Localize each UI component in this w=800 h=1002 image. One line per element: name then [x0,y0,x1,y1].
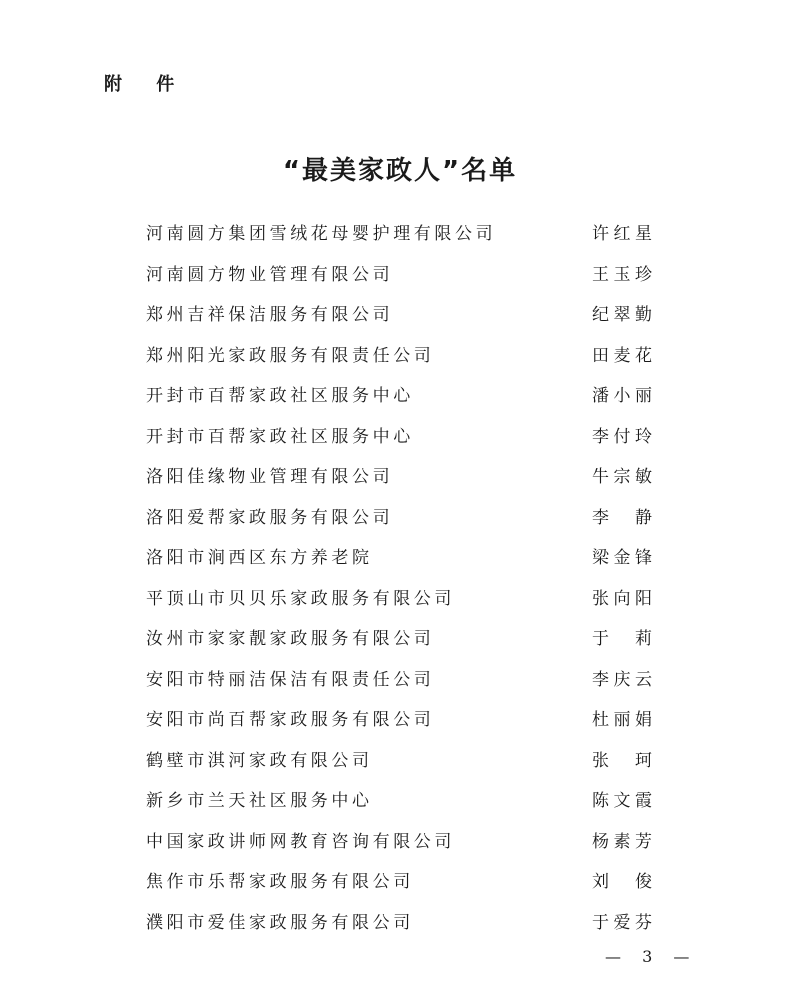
company-name: 鹤壁市淇河家政有限公司 [146,750,373,771]
list-item [146,300,666,341]
list-item [146,503,666,544]
person-name: 杨素芳 [592,831,654,852]
list-item [146,219,666,260]
company-name: 郑州吉祥保洁服务有限公司 [146,305,394,325]
company-name: 安阳市尚百帮家政服务有限公司 [146,710,435,730]
company-name: 河南圆方集团雪绒花母婴护理有限公司 [146,224,497,244]
company-name: 焦作市乐帮家政服务有限公司 [146,872,414,892]
company-name: 洛阳佳缘物业管理有限公司 [146,467,394,487]
person-name: 陈文霞 [592,791,654,811]
company-name: 洛阳市涧西区东方养老院 [146,548,373,568]
person-name: 张向阳 [592,588,654,609]
list-item [146,381,666,422]
person-name: 梁金锋 [592,548,654,568]
list-item [146,462,666,503]
person-name: 许红星 [592,224,654,244]
person-name: 牛宗敏 [592,467,654,487]
company-name: 开封市百帮家政社区服务中心 [146,426,414,447]
list-item [146,827,666,868]
person-name: 于爱芬 [592,912,654,933]
list-item [146,867,666,908]
document-title: “最美家政人”名单 [282,156,518,186]
person-name: 于 莉 [592,629,654,649]
person-name: 刘 俊 [592,872,654,892]
list-item [146,908,666,949]
honoree-list [146,219,666,948]
company-name: 洛阳爱帮家政服务有限公司 [146,507,394,528]
company-name: 新乡市兰天社区服务中心 [146,791,373,811]
company-name: 平顶山市贝贝乐家政服务有限公司 [146,588,455,609]
page-number: — 3 — [605,947,698,966]
person-name: 杜丽娟 [592,710,654,730]
list-item [146,624,666,665]
person-name: 王玉珍 [592,264,654,285]
company-name: 安阳市特丽洁保洁有限责任公司 [146,669,435,690]
person-name: 李庆云 [592,669,654,690]
list-item [146,584,666,625]
person-name: 李 静 [592,507,654,528]
list-item [146,705,666,746]
list-item [146,543,666,584]
company-name: 中国家政讲师网教育咨询有限公司 [146,831,455,852]
list-item [146,746,666,787]
list-item [146,786,666,827]
person-name: 纪翠勤 [592,305,654,325]
company-name: 汝州市家家靓家政服务有限公司 [146,629,435,649]
company-name: 河南圆方物业管理有限公司 [146,264,394,285]
list-item [146,665,666,706]
list-item [146,260,666,301]
company-name: 开封市百帮家政社区服务中心 [146,386,414,406]
person-name: 潘小丽 [592,386,654,406]
person-name: 田麦花 [592,345,654,366]
person-name: 张 珂 [592,750,654,771]
person-name: 李付玲 [592,426,654,447]
list-item [146,341,666,382]
company-name: 郑州阳光家政服务有限责任公司 [146,345,435,366]
attachment-label: 附 件 [104,74,189,95]
list-item [146,422,666,463]
company-name: 濮阳市爱佳家政服务有限公司 [146,912,414,933]
